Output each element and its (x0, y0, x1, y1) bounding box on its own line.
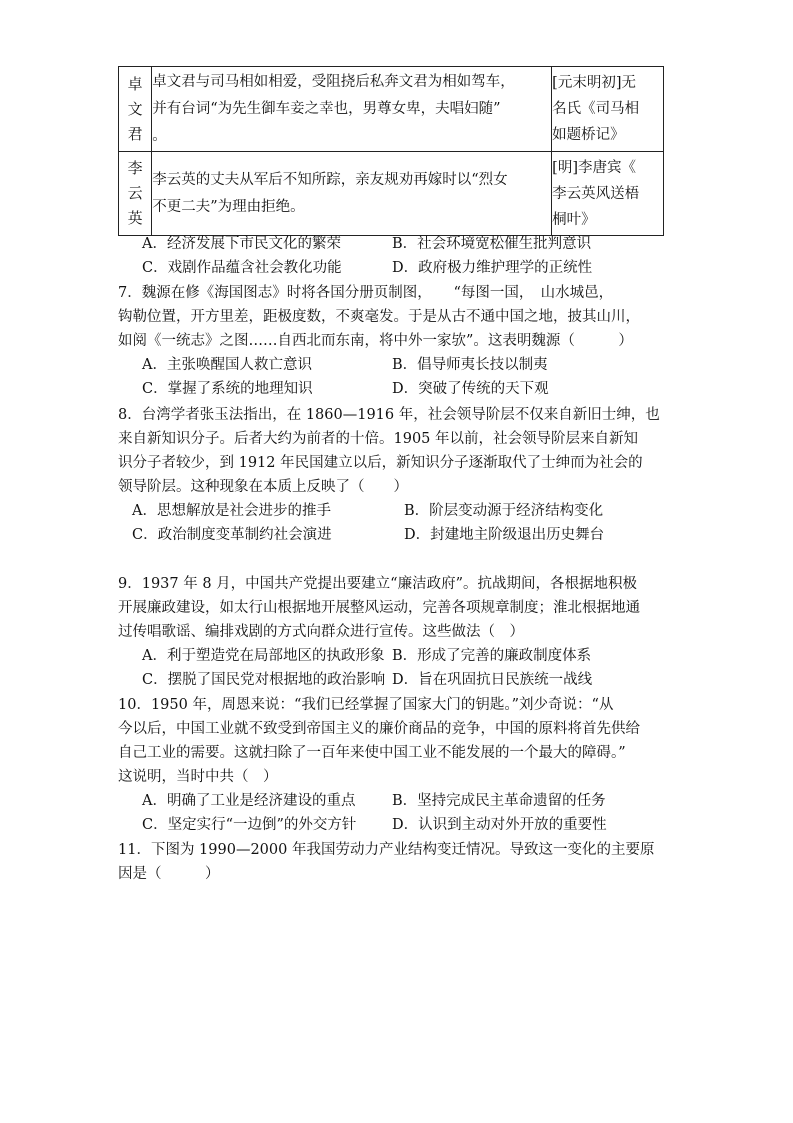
question-text: 10．1950 年，周恩来说：“我们已经掌握了国家大门的钥匙。”刘少奇说：“从 (118, 697, 614, 713)
question-text: 领导阶层。这种现象在本质上反映了（ ） (118, 479, 408, 495)
question-8 (118, 403, 674, 547)
plot-description-cell: 李云英的丈夫从军后不知所踪，亲友规劝再嫁时以“烈女 不更二夫”为理由拒绝。 (152, 152, 552, 236)
question-6-options (118, 232, 674, 280)
question-text: 来自新知识分子。后者大约为前者的十倍。1905 年以前，社会领导阶层来自新知 (118, 431, 639, 447)
drama-table (118, 66, 664, 236)
question-9 (118, 572, 674, 692)
option-b[interactable]: B．坚持完成民主革命遗留的任务 (392, 793, 606, 809)
option-c[interactable]: C．戏剧作品蕴含社会教化功能 (142, 260, 342, 276)
option-b[interactable]: B．阶层变动源于经济结构变化 (404, 503, 604, 519)
question-10 (118, 693, 674, 837)
question-text: 开展廉政建设，如太行山根据地开展整风运动，完善各项规章制度；淮北根据地通 (118, 600, 640, 616)
question-text: 钩勒位置，开方里差，距极度数，不爽毫发。于是从古不通中国之地，披其山川， (118, 309, 640, 325)
question-7 (118, 281, 674, 401)
character-name-cell: 李 云 英 (119, 152, 152, 236)
table-row (119, 67, 664, 152)
plot-description-cell: 卓文君与司马相如相爱，受阻挠后私奔文君为相如驾车， 并有台词“为先生御车妾之幸也，男尊女卑，夫唱妇随” 。 (152, 67, 552, 152)
option-b[interactable]: B．社会环境宽松催生批判意识 (392, 236, 592, 252)
question-text: 自己工业的需要。这就扫除了一百年来使中国工业不能发展的一个最大的障碍。” (118, 745, 626, 761)
option-d[interactable]: D．认识到主动对外开放的重要性 (392, 817, 607, 833)
option-d[interactable]: D．突破了传统的天下观 (392, 381, 549, 397)
question-text: 因是（ ） (118, 866, 220, 882)
option-b[interactable]: B．倡导师夷长技以制夷 (392, 357, 548, 373)
option-a[interactable]: A．主张唤醒国人救亡意识 (142, 357, 312, 373)
option-d[interactable]: D．旨在巩固抗日民族统一战线 (392, 672, 593, 688)
question-11 (118, 838, 674, 886)
table-row (119, 152, 664, 236)
question-text: 9．1937 年 8 月，中国共产党提出要建立“廉洁政府”。抗战期间，各根据地积极 (118, 576, 638, 592)
source-cell: [元末明初]无 名氏《司马相 如题桥记》 (552, 67, 664, 152)
option-a[interactable]: A．思想解放是社会进步的推手 (132, 503, 331, 519)
option-c[interactable]: C．坚定实行“一边倒”的外交方针 (142, 817, 357, 833)
option-a[interactable]: A．经济发展下市民文化的繁荣 (142, 236, 341, 252)
question-text: 今以后，中国工业就不致受到帝国主义的廉价商品的竞争，中国的原料将首先供给 (118, 721, 640, 737)
option-c[interactable]: C．政治制度变革制约社会演进 (132, 527, 332, 543)
source-cell: [明]李唐宾《 李云英风送梧 桐叶》 (552, 152, 664, 236)
option-c[interactable]: C．摆脱了国民党对根据地的政治影响 (142, 672, 386, 688)
option-a[interactable]: A．明确了工业是经济建设的重点 (142, 793, 356, 809)
option-c[interactable]: C．掌握了系统的地理知识 (142, 381, 313, 397)
option-d[interactable]: D．封建地主阶级退出历史舞台 (404, 527, 605, 543)
option-b[interactable]: B．形成了完善的廉政制度体系 (392, 648, 592, 664)
question-text: 过传唱歌谣、编排戏剧的方式向群众进行宣传。这些做法（ ） (118, 624, 524, 640)
character-name-cell: 卓 文 君 (119, 67, 152, 152)
question-text: 识分子者较少，到 1912 年民国建立以后，新知识分子逐渐取代了士绅而为社会的 (118, 455, 643, 471)
question-text: 7．魏源在修《海国图志》时将各国分册页制图， “每图一国， 山水城邑， (118, 285, 614, 301)
question-text: 如阅《一统志》之图……自西北而东南，将中外一家欤”。这表明魏源（ ） (118, 333, 633, 349)
question-text: 这说明，当时中共（ ） (118, 769, 278, 785)
option-d[interactable]: D．政府极力维护理学的正统性 (392, 260, 593, 276)
option-a[interactable]: A．利于塑造党在局部地区的执政形象 (142, 648, 385, 664)
question-text: 8．台湾学者张玉法指出，在 1860—1916 年，社会领导阶层不仅来自新旧士绅，也 (118, 407, 660, 423)
question-text: 11．下图为 1990—2000 年我国劳动力产业结构变迁情况。导致这一变化的主要原 (118, 842, 655, 858)
